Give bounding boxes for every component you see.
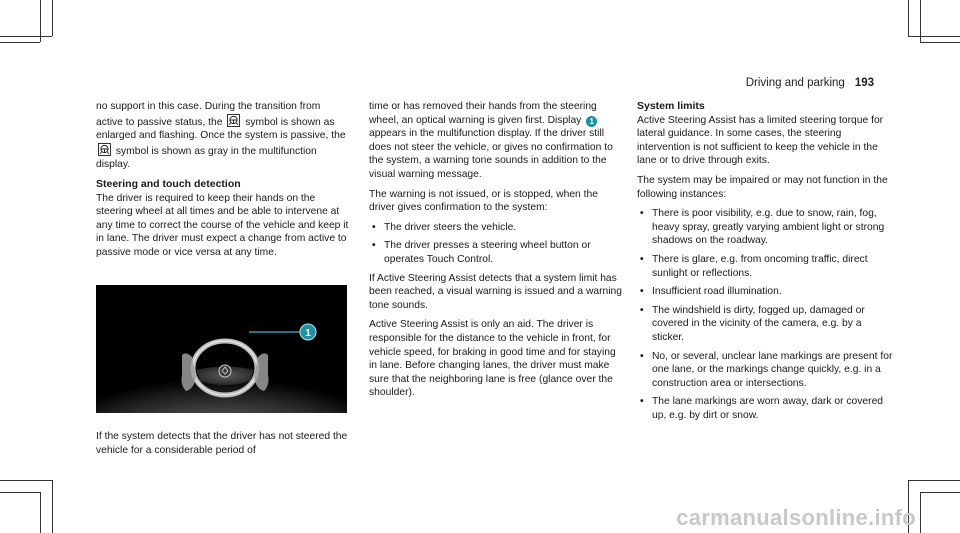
crop-mark bbox=[0, 480, 52, 481]
bullet-icon: • bbox=[640, 304, 644, 316]
crop-mark bbox=[920, 492, 921, 533]
bullet-list bbox=[369, 221, 622, 267]
section-title: Driving and parking bbox=[745, 77, 845, 89]
column-middle bbox=[369, 100, 622, 406]
bullet-icon: • bbox=[372, 221, 376, 233]
text: No, or several, unclear lane markings are present for one lane, or the markings change quickly, e.g. in a construction area or intersections. bbox=[652, 350, 893, 389]
paragraph: Active Steering Assist has a limited steering torque for lateral guidance. In some cases, the steering intervention is not sufficient to keep the vehicle in the lane or to drive through exits. bbox=[637, 114, 884, 167]
steering-assist-icon bbox=[227, 114, 240, 127]
crop-mark bbox=[40, 492, 41, 533]
callout-marker: 1 bbox=[586, 116, 597, 127]
list-item bbox=[637, 395, 894, 422]
list-item bbox=[637, 207, 894, 248]
paragraph: If the system detects that the driver has not steered the vehicle for a considerable period of bbox=[96, 431, 348, 456]
list-item bbox=[637, 253, 894, 280]
paragraph: The warning is not issued, or is stopped, when the driver gives confirmation to the system: bbox=[369, 188, 598, 214]
text: The driver presses a steering wheel button or operates Touch Control. bbox=[384, 240, 591, 265]
page-header bbox=[746, 77, 874, 89]
text: Insufficient road illumination. bbox=[652, 286, 782, 298]
text: The windshield is dirty, fogged up, damaged or covered in the vicinity of the camera, e.g. by a sticker. bbox=[652, 304, 865, 343]
crop-mark bbox=[0, 42, 40, 43]
column-left bbox=[96, 100, 350, 266]
bullet-list bbox=[637, 207, 894, 422]
crop-mark bbox=[52, 0, 53, 36]
list-item bbox=[369, 221, 622, 235]
crop-mark bbox=[0, 36, 52, 37]
text: The driver steers the vehicle. bbox=[384, 221, 517, 233]
paragraph: The system may be impaired or may not function in the following instances: bbox=[637, 174, 888, 200]
steering-assist-icon bbox=[98, 143, 111, 156]
paragraph: If Active Steering Assist detects that a system limit has been reached, a visual warning is issued and a warning tone sounds. bbox=[369, 272, 623, 311]
crop-mark bbox=[0, 492, 40, 493]
page-number: 193 bbox=[854, 77, 874, 89]
crop-mark bbox=[908, 36, 960, 37]
crop-mark bbox=[920, 42, 960, 43]
column-right bbox=[637, 100, 894, 427]
text: The lane markings are worn away, dark or covered up, e.g. by dirt or snow. bbox=[652, 396, 884, 421]
paragraph: The driver is required to keep their hands on the steering wheel at all times and be able to intervene at any time to correct the course of the vehicle and keep it in lane. The driver must expect a change from active to passive mode or vice versa at any time. bbox=[96, 192, 349, 258]
crop-mark bbox=[920, 492, 960, 493]
bullet-icon: • bbox=[640, 396, 644, 408]
crop-mark bbox=[52, 480, 53, 533]
paragraph: Active Steering Assist is only an aid. The driver is responsible for the distance to the vehicle in front, for vehicle speed, for braking in good time and for staying in lane. Before changing lanes, the driver must make sure that the neighboring lane is free (glance over the shoulder). bbox=[369, 319, 616, 399]
text: no support in this case. During the transition from active to passive status, the bbox=[96, 101, 321, 128]
text: symbol is shown as enlarged and flashing. Once the system is passive, the bbox=[96, 116, 346, 142]
bullet-icon: • bbox=[640, 208, 644, 220]
watermark: carmanualsonline.info bbox=[676, 505, 916, 530]
text: appears in the multifunction display. If the driver still does not steer the vehicle, or gives no confirmation to the system, a warning tone sounds in addition to the visual warning message. bbox=[369, 128, 613, 180]
paragraph bbox=[96, 100, 350, 172]
section-heading: Steering and touch detection bbox=[96, 177, 241, 190]
text: time or has removed their hands from the steering wheel, an optical warning is given first. Display bbox=[369, 101, 597, 126]
bullet-icon: • bbox=[640, 253, 644, 265]
list-item bbox=[369, 239, 622, 266]
steering-wheel-illustration bbox=[96, 285, 347, 413]
bullet-icon: • bbox=[640, 286, 644, 298]
paragraph bbox=[369, 100, 622, 182]
figure-callout: 1 bbox=[305, 328, 311, 339]
bullet-icon: • bbox=[372, 240, 376, 252]
text: There is poor visibility, e.g. due to snow, rain, fog, heavy spray, greatly varying ambient light or strong shadows on the roadway. bbox=[652, 208, 885, 247]
section-heading: System limits bbox=[637, 100, 705, 112]
list-item bbox=[637, 304, 894, 345]
list-item bbox=[637, 350, 894, 391]
text: There is glare, e.g. from oncoming traffic, direct sunlight or reflections. bbox=[652, 253, 868, 279]
list-item bbox=[637, 285, 894, 299]
text: symbol is shown as gray in the multifunction display. bbox=[96, 145, 317, 171]
crop-mark bbox=[908, 480, 960, 481]
bullet-icon: • bbox=[640, 350, 644, 362]
crop-mark bbox=[908, 0, 909, 36]
